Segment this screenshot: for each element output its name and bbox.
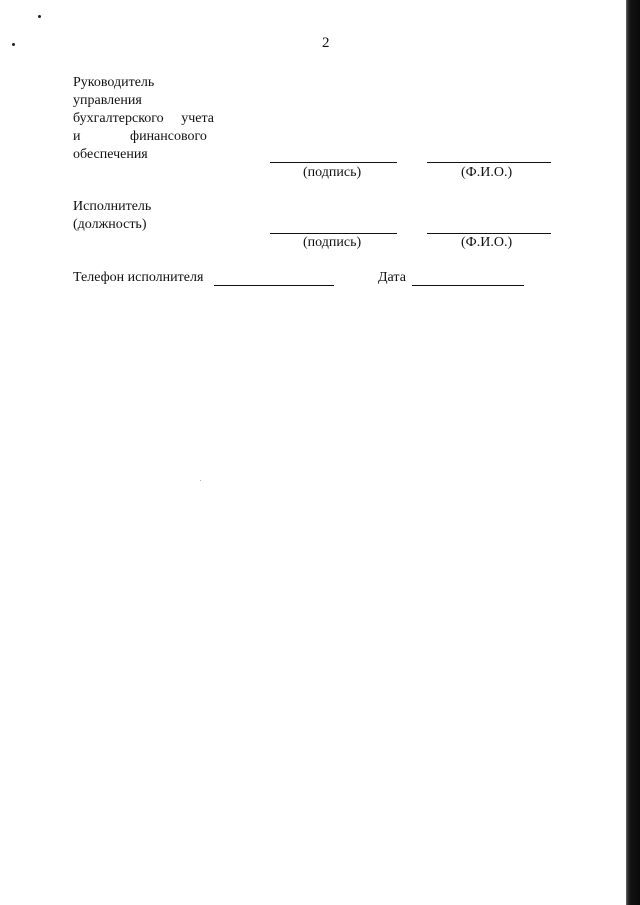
head-name-caption: (Ф.И.О.) (461, 165, 513, 180)
page-number: 2 (322, 35, 330, 51)
scan-speck (12, 43, 15, 46)
executor-name-caption: (Ф.И.О.) (461, 235, 513, 250)
head-signature-caption: (подпись) (303, 165, 362, 180)
scan-speck (200, 480, 201, 481)
executor-signature-caption: (подпись) (303, 235, 362, 250)
phone-field-line (214, 285, 334, 286)
phone-label: Телефон исполнителя (73, 270, 204, 285)
executor-position: (должность) (73, 217, 147, 232)
scan-speck (38, 15, 41, 18)
head-title-line-4-left: и (73, 129, 81, 144)
executor-signature-line (270, 233, 397, 234)
head-title-line-5: обеспечения (73, 147, 148, 162)
head-signature-line (270, 162, 397, 163)
executor-title: Исполнитель (73, 199, 152, 214)
head-title-line-3: бухгалтерского учета (73, 111, 214, 126)
date-label: Дата (378, 270, 406, 285)
date-field-line (412, 285, 524, 286)
executor-name-line (427, 233, 551, 234)
head-name-line (427, 162, 551, 163)
head-title-line-4-right: финансового (130, 129, 207, 144)
head-title-line-1: Руководитель (73, 75, 155, 90)
head-title-line-2: управления (73, 93, 142, 108)
scan-edge-shadow (626, 0, 640, 905)
